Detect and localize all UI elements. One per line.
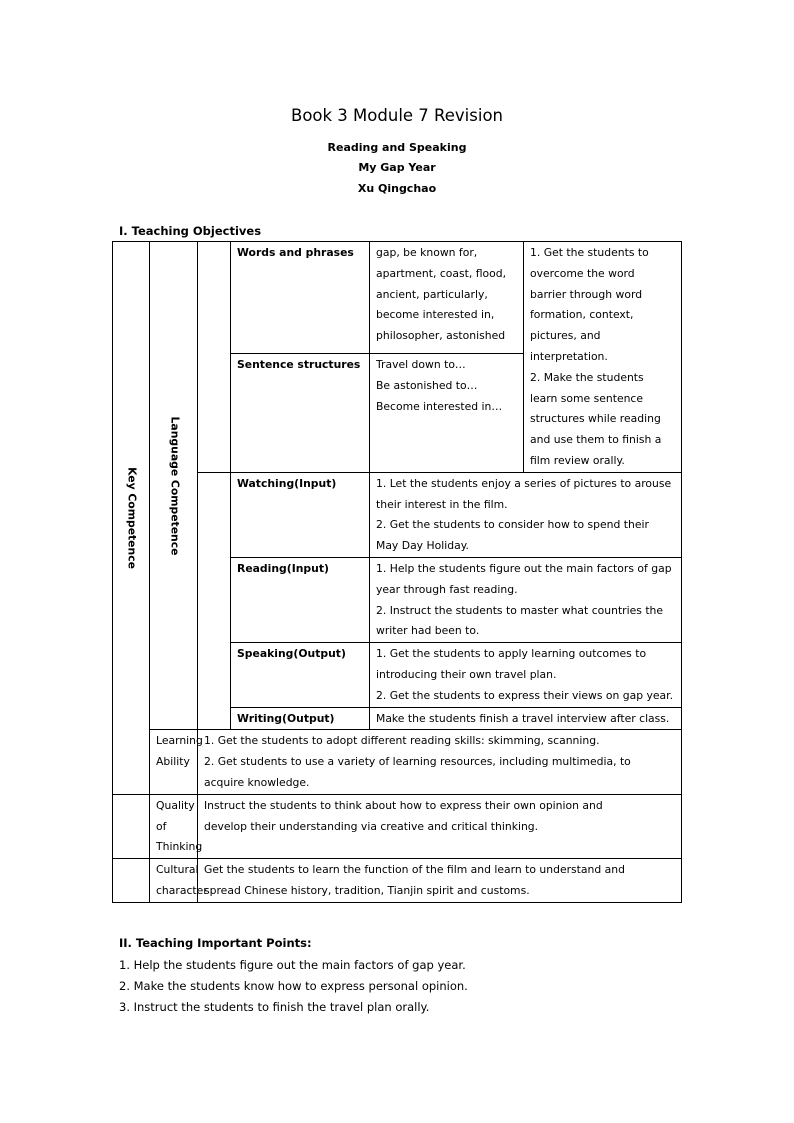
- words-label: Words and phrases: [231, 242, 370, 354]
- document-title: Book 3 Module 7 Revision: [291, 106, 503, 125]
- words-content: gap, be known for, apartment, coast, flood, ancient, particularly, become interested in, philosopher, astonished: [370, 242, 524, 354]
- empty-cell: [113, 794, 150, 858]
- reading-label: Reading(Input): [231, 557, 370, 642]
- sentence-label: Sentence structures: [231, 354, 370, 472]
- important-points-heading: II. Teaching Important Points:: [119, 936, 312, 950]
- writing-label: Writing(Output): [231, 707, 370, 730]
- watching-content: 1. Let the students enjoy a series of pictures to arouse their interest in the film. 2. Get the students to consider how to spend their May Day Holiday.: [370, 472, 682, 557]
- reading-content: 1. Help the students figure out the main factors of gap year through fast reading. 2. Instruct the students to master what countries the writer had been to.: [370, 557, 682, 642]
- speaking-label: Speaking(Output): [231, 643, 370, 707]
- list-item: 1. Help the students figure out the main factors of gap year.: [119, 958, 466, 972]
- key-competence-cell: [113, 242, 150, 795]
- learning-ability-content: 1. Get the students to adopt different reading skills: skimming, scanning. 2. Get students to use a variety of learning resources, including multimedia, to acquire knowledge.: [198, 730, 682, 794]
- table-row: [113, 242, 682, 354]
- objectives-heading: I. Teaching Objectives: [119, 224, 262, 238]
- writing-content: Make the students finish a travel interview after class.: [370, 707, 682, 730]
- list-item: 2. Make the students know how to express personal opinion.: [119, 979, 468, 993]
- table-row: [113, 472, 682, 557]
- cultural-character-content: Get the students to learn the function of the film and learn to understand and spread Chinese history, tradition, Tianjin spirit and customs.: [198, 859, 682, 903]
- watching-label: Watching(Input): [231, 472, 370, 557]
- table-row: [113, 794, 682, 858]
- cultural-character-label: Cultural character: [150, 859, 198, 903]
- speaking-content: 1. Get the students to apply learning outcomes to introducing their own travel plan. 2. Get the students to express their views on gap year.: [370, 643, 682, 707]
- sentence-content: Travel down to… Be astonished to… Become interested in…: [370, 354, 524, 472]
- author-name: Xu Qingchao: [357, 182, 437, 195]
- empty-cell: [113, 859, 150, 903]
- empty-cell: [198, 242, 231, 473]
- lesson-title: My Gap Year: [358, 161, 436, 174]
- vocabulary-goals: 1. Get the students to overcome the word barrier through word formation, context, pictures, and interpretation. 2. Make the students learn some sentence structures while reading and use them to finish a film review orally.: [524, 242, 682, 473]
- language-competence-cell: [150, 242, 198, 730]
- language-competence-label: Language Competence: [167, 416, 181, 556]
- list-item: 3. Instruct the students to finish the travel plan orally.: [119, 1000, 430, 1014]
- key-competence-label: Key Competence: [125, 466, 139, 569]
- quality-thinking-label: Quality of Thinking: [150, 794, 198, 858]
- learning-ability-label: Learning Ability: [150, 730, 198, 794]
- table-row: [113, 730, 682, 794]
- empty-cell: [198, 472, 231, 730]
- lesson-type: Reading and Speaking: [327, 141, 467, 154]
- table-row: [113, 859, 682, 903]
- quality-thinking-content: Instruct the students to think about how to express their own opinion and develop their understanding via creative and critical thinking.: [198, 794, 682, 858]
- objectives-table: [112, 241, 682, 903]
